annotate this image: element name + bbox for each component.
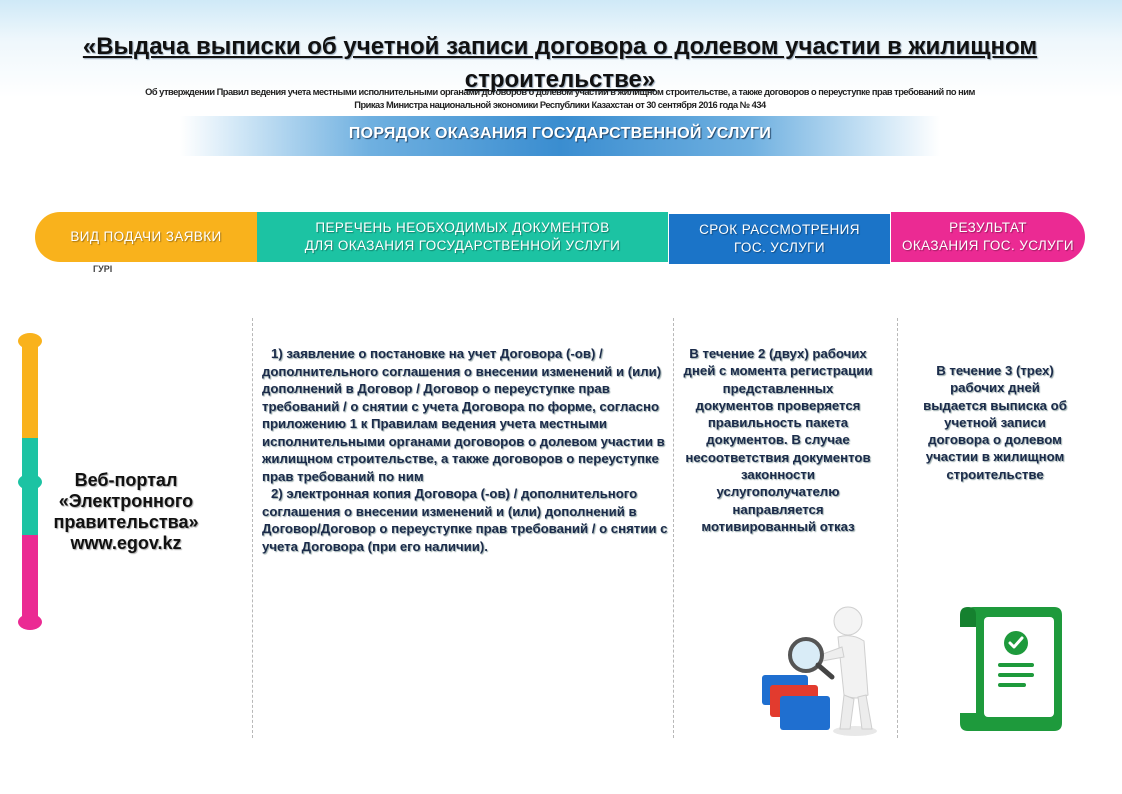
channel-line-3: правительства»	[53, 512, 199, 532]
indicator-dot-middle	[18, 474, 42, 490]
banner-label: ПОРЯДОК ОКАЗАНИЯ ГОСУДАРСТВЕННОЙ УСЛУГИ	[348, 125, 772, 142]
header-result-line-2: ОКАЗАНИЯ ГОС. УСЛУГИ	[902, 238, 1074, 253]
service-result-text: В течение 3 (трех) рабочих дней выдается выписка об учетной записи договора о долевом участии в жилищном строительстве	[923, 363, 1067, 482]
indicator-dot-bottom	[18, 614, 42, 630]
channel-line-2: «Электронного	[58, 491, 194, 511]
header-docs-line-1: ПЕРЕЧЕНЬ НЕОБХОДИМЫХ ДОКУМЕНТОВ	[315, 220, 610, 235]
column-divider-2	[673, 318, 674, 738]
figure-legs	[840, 695, 872, 729]
magnifier-handle	[818, 665, 832, 677]
folder-blue-front-icon	[780, 696, 830, 730]
header-submission-type-label: ВИД ПОДАЧИ ЗАЯВКИ	[70, 229, 222, 244]
page-subtitle	[40, 86, 1080, 112]
header-result-line-1: РЕЗУЛЬТАТ	[949, 220, 1027, 235]
required-documents-list	[262, 345, 671, 555]
channel-line-1: Веб-портал	[74, 470, 178, 490]
document-item-2: 2) электронная копия Договора (-ов) / дополнительного соглашения о внесении изменений и (или) дополнений в Договор/Договор о переуступке прав требований / о снятии с учета Договора (при его наличии).	[262, 486, 668, 554]
tiny-label: ГУРI	[93, 264, 113, 274]
channel-link[interactable]: www.egov.kz	[70, 533, 182, 553]
document-item-1: 1) заявление о постановке на учет Договора (-ов) / дополнительного соглашения о внесении изменений и (или) дополнений в Договор / Договор о переуступке прав требований / о снятии с учета Договора по форме, согласно приложению 1 к Правилам ведения учета местными исполнительными органами договоров о долевом участии в жилищном строительстве, а также договоров о переуступке прав требований по ним	[262, 346, 665, 484]
figure-body	[838, 636, 868, 698]
figure-head	[834, 607, 862, 635]
subtitle-line-2: Приказ Министра национальной экономики Республики Казахстан от 30 сентября 2016 года № 434	[354, 100, 766, 110]
column-divider-3	[897, 318, 898, 738]
magnifier-figure-icon	[760, 603, 882, 738]
indicator-dot-top	[18, 333, 42, 349]
section-banner	[180, 116, 940, 156]
column-divider-1	[252, 318, 253, 738]
subtitle-line-1: Об утверждении Правил ведения учета местными исполнительными органами договоров о долевом участии в жилищном строительстве, а также договоров о переуступке прав требований по ним	[145, 87, 975, 97]
document-line-3	[998, 683, 1026, 687]
document-scroll-top	[960, 607, 976, 627]
header-review-period	[669, 214, 890, 264]
indicator-pink	[22, 535, 38, 620]
certificate-document-icon	[958, 605, 1076, 733]
review-period-text: В течение 2 (двух) рабочих дней с момента регистрации представленных документов проверяется правильность пакета документов. В случае несоответствия документов законности услугополучателю направляется мотивированный отказ	[683, 346, 873, 534]
submission-channel	[44, 470, 208, 554]
header-period-line-1: СРОК РАССМОТРЕНИЯ	[699, 222, 860, 237]
header-required-documents	[257, 212, 668, 262]
header-period-line-2: ГОС. УСЛУГИ	[733, 240, 825, 255]
header-submission-type	[35, 212, 257, 262]
document-line-2	[998, 673, 1034, 677]
indicator-orange	[22, 341, 38, 438]
header-service-result	[891, 212, 1085, 262]
page-title: «Выдача выписки об учетной записи договора о долевом участии в жилищном строительстве»	[82, 33, 1038, 93]
header-docs-line-2: ДЛЯ ОКАЗАНИЯ ГОСУДАРСТВЕННОЙ УСЛУГИ	[304, 238, 621, 253]
document-line-1	[998, 663, 1034, 667]
